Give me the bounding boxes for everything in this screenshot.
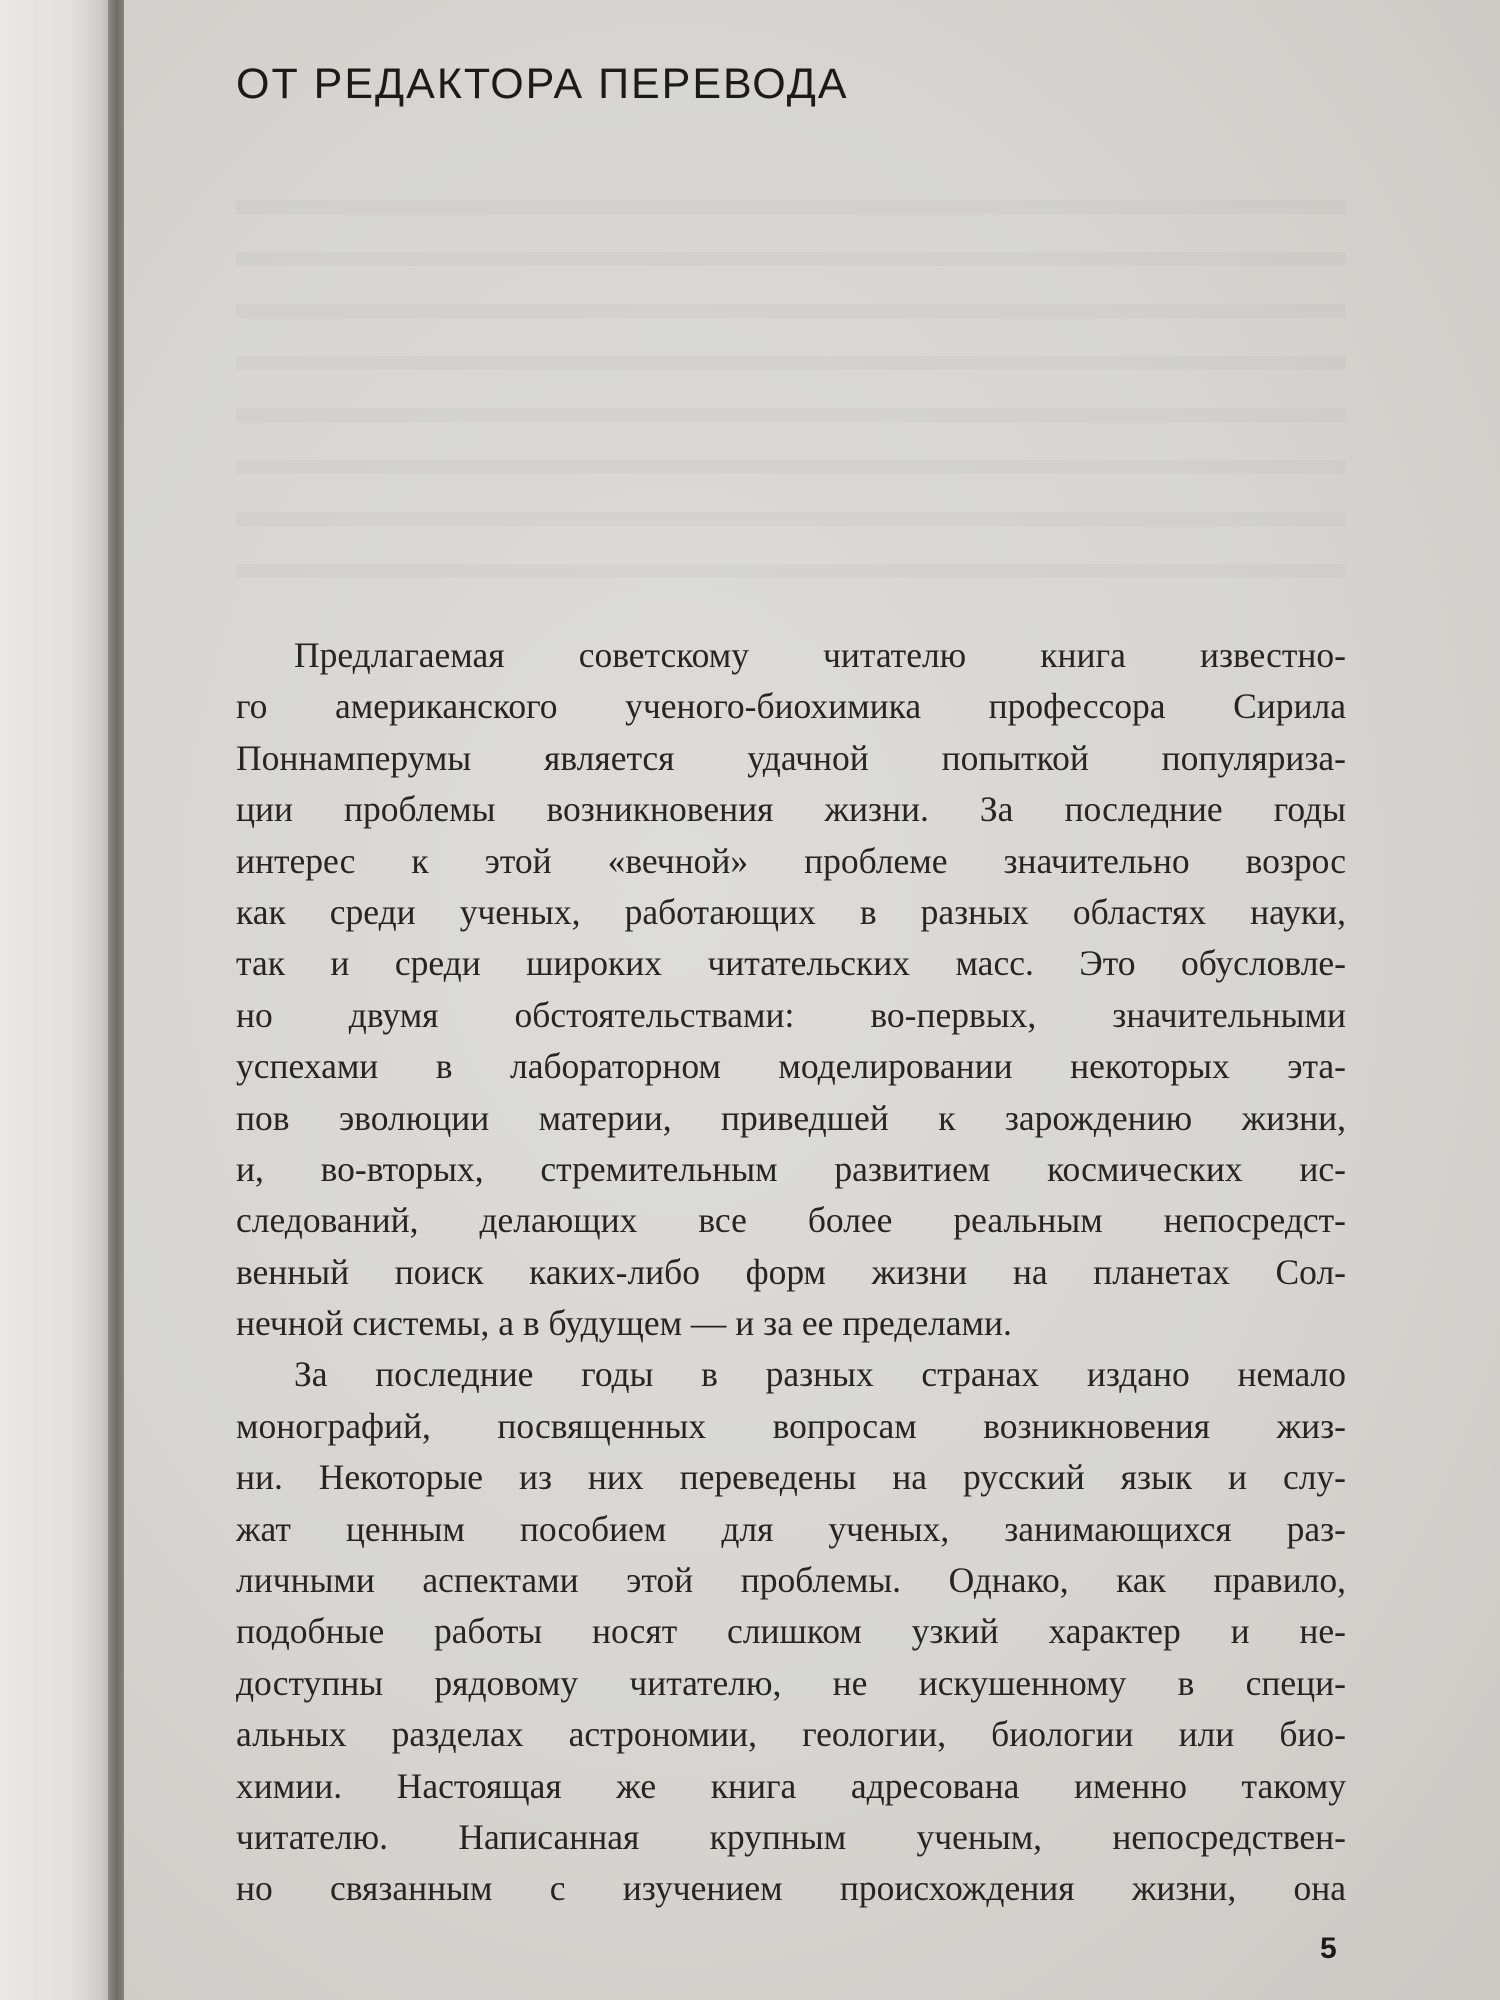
text-line: личными аспектами этой проблемы. Однако, как правило, (236, 1560, 1346, 1601)
text-line: следований, делающих все более реальным непосредст- (236, 1200, 1346, 1241)
text-line: Предлагаемая советскому читателю книга известно- (294, 635, 1346, 675)
text-line: так и среди широких читательских масс. Это обусловле- (236, 943, 1346, 984)
text-line: читателю. Написанная крупным ученым, непосредствен- (236, 1816, 1346, 1857)
text-line: альных разделах астрономии, геологии, биологии или био- (236, 1714, 1346, 1755)
text-line: За последние годы в разных странах издано немало (294, 1354, 1346, 1395)
text-line: ции проблемы возникновения жизни. За последние годы (236, 789, 1346, 830)
text-line: интерес к этой «вечной» проблеме значительно возрос (236, 840, 1346, 881)
text-line: но двумя обстоятельствами: во-первых, значительными (236, 994, 1346, 1035)
text-line: и, во-вторых, стремительным развитием космических ис- (236, 1148, 1346, 1189)
page-number: 5 (1320, 1932, 1337, 1965)
text-line: Поннамперумы является удачной попыткой популяриза- (236, 737, 1346, 778)
text-line: ни. Некоторые из них переведены на русский язык и слу- (236, 1457, 1346, 1498)
text-line: жат ценным пособием для ученых, занимающихся раз- (236, 1508, 1346, 1549)
facing-page-edge (0, 0, 118, 2000)
body-text (236, 630, 1346, 1915)
page-heading: ОТ РЕДАКТОРА ПЕРЕВОДА (236, 60, 849, 108)
text-line: доступны рядовому читателю, не искушенному в специ- (236, 1662, 1346, 1703)
show-through-text (236, 170, 1346, 610)
text-line: химии. Настоящая же книга адресована именно такому (236, 1765, 1346, 1806)
text-line: подобные работы носят слишком узкий характер и не- (236, 1611, 1346, 1652)
text-line: монографий, посвященных вопросам возникновения жиз- (236, 1405, 1346, 1446)
text-line: но связанным с изучением происхождения жизни, она (236, 1868, 1346, 1909)
text-line: как среди ученых, работающих в разных областях науки, (236, 891, 1346, 932)
text-line: успехами в лабораторном моделировании некоторых эта- (236, 1046, 1346, 1087)
text-line: венный поиск каких-либо форм жизни на планетах Сол- (236, 1251, 1346, 1292)
text-line: пов эволюции материи, приведшей к зарождению жизни, (236, 1097, 1346, 1138)
text-line: нечной системы, а в будущем — и за ее пределами. (236, 1303, 1012, 1344)
text-line: го американского ученого-биохимика профессора Сирила (236, 686, 1346, 727)
